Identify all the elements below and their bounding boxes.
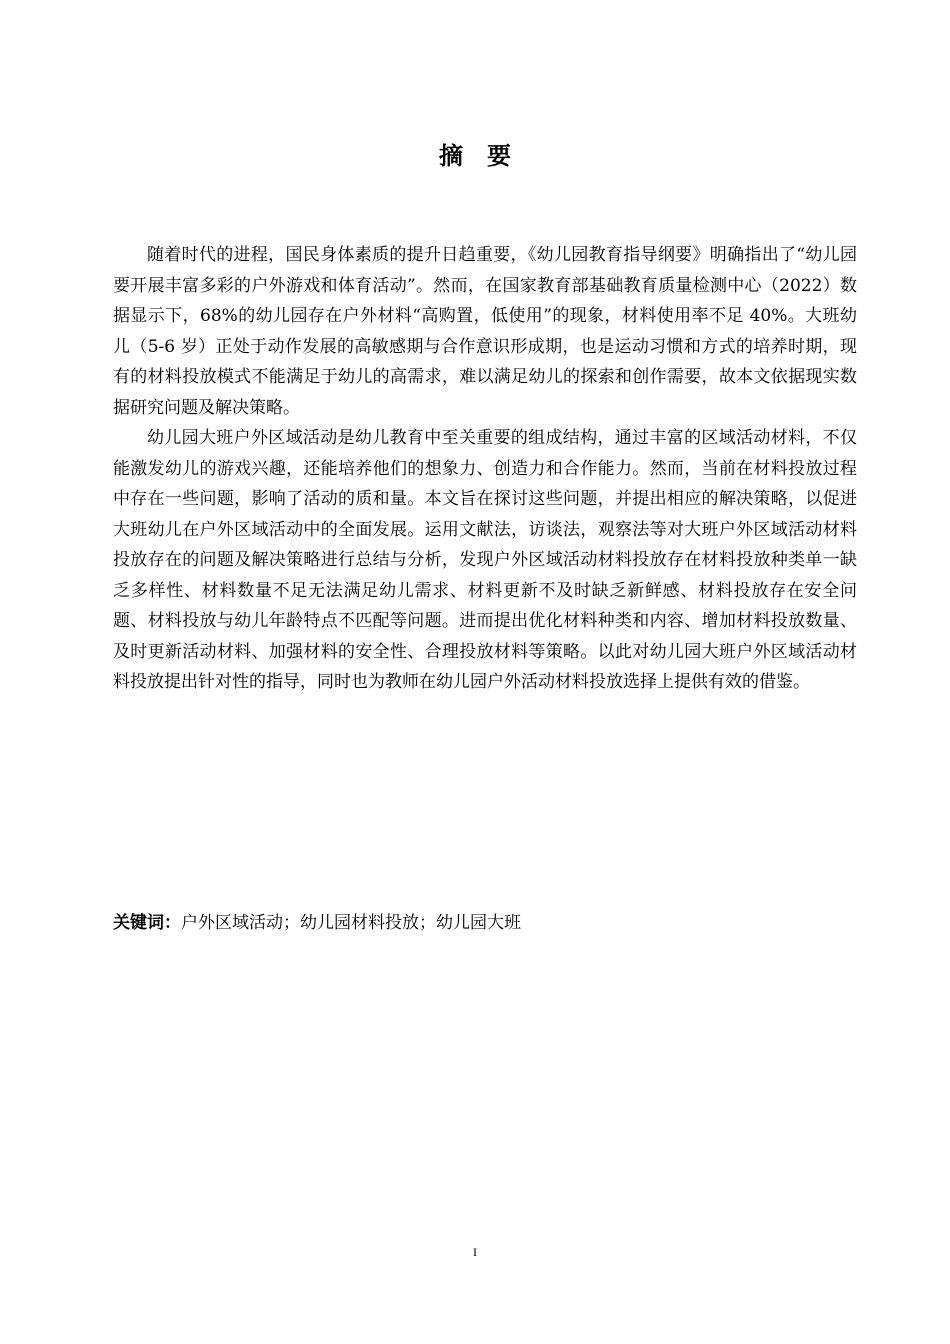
abstract-body (113, 240, 857, 698)
abstract-paragraph-1: 随着时代的进程，国民身体素质的提升日趋重要，《幼儿园教育指导纲要》明确指出了“幼儿园要开展丰富多彩的户外游戏和体育活动”。然而，在国家教育部基础教育质量检测中心（2022）数据显示下，68%的幼儿园存在户外材料“高购置，低使用”的现象，材料使用率不足 40%。大班幼儿（5-6 岁）正处于动作发展的高敏感期与合作意识形成期，也是运动习惯和方式的培养时期，现有的材料投放模式不能满足于幼儿的高需求，难以满足幼儿的探索和创作需要，故本文依据现实数据研究问题及解决策略。 (113, 245, 857, 418)
abstract-title-char-2: 要 (487, 142, 511, 171)
abstract-title-char-1: 摘 (439, 142, 463, 171)
keywords-label: 关键词： (113, 913, 181, 933)
abstract-title (0, 140, 950, 172)
keywords-value: 户外区域活动；幼儿园材料投放；幼儿园大班 (181, 913, 521, 933)
page-number: I (473, 1245, 477, 1259)
abstract-paragraph-2: 幼儿园大班户外区域活动是幼儿教育中至关重要的组成结构，通过丰富的区域活动材料，不仅能激发幼儿的游戏兴趣，还能培养他们的想象力、创造力和合作能力。然而，当前在材料投放过程中存在一些问题，影响了活动的质和量。本文旨在探讨这些问题，并提出相应的解决策略，以促进大班幼儿在户外区域活动中的全面发展。运用文献法，访谈法，观察法等对大班户外区域活动材料投放存在的问题及解决策略进行总结与分析，发现户外区域活动材料投放存在材料投放种类单一缺乏多样性、材料数量不足无法满足幼儿需求、材料更新不及时缺乏新鲜感、材料投放存在安全问题、材料投放与幼儿年龄特点不匹配等问题。进而提出优化材料种类和内容、增加材料投放数量、及时更新活动材料、加强材料的安全性、合理投放材料等策略。以此对幼儿园大班户外区域活动材料投放提出针对性的指导，同时也为教师在幼儿园户外活动材料投放选择上提供有效的借鉴。 (113, 428, 857, 692)
keywords-line (113, 908, 857, 938)
